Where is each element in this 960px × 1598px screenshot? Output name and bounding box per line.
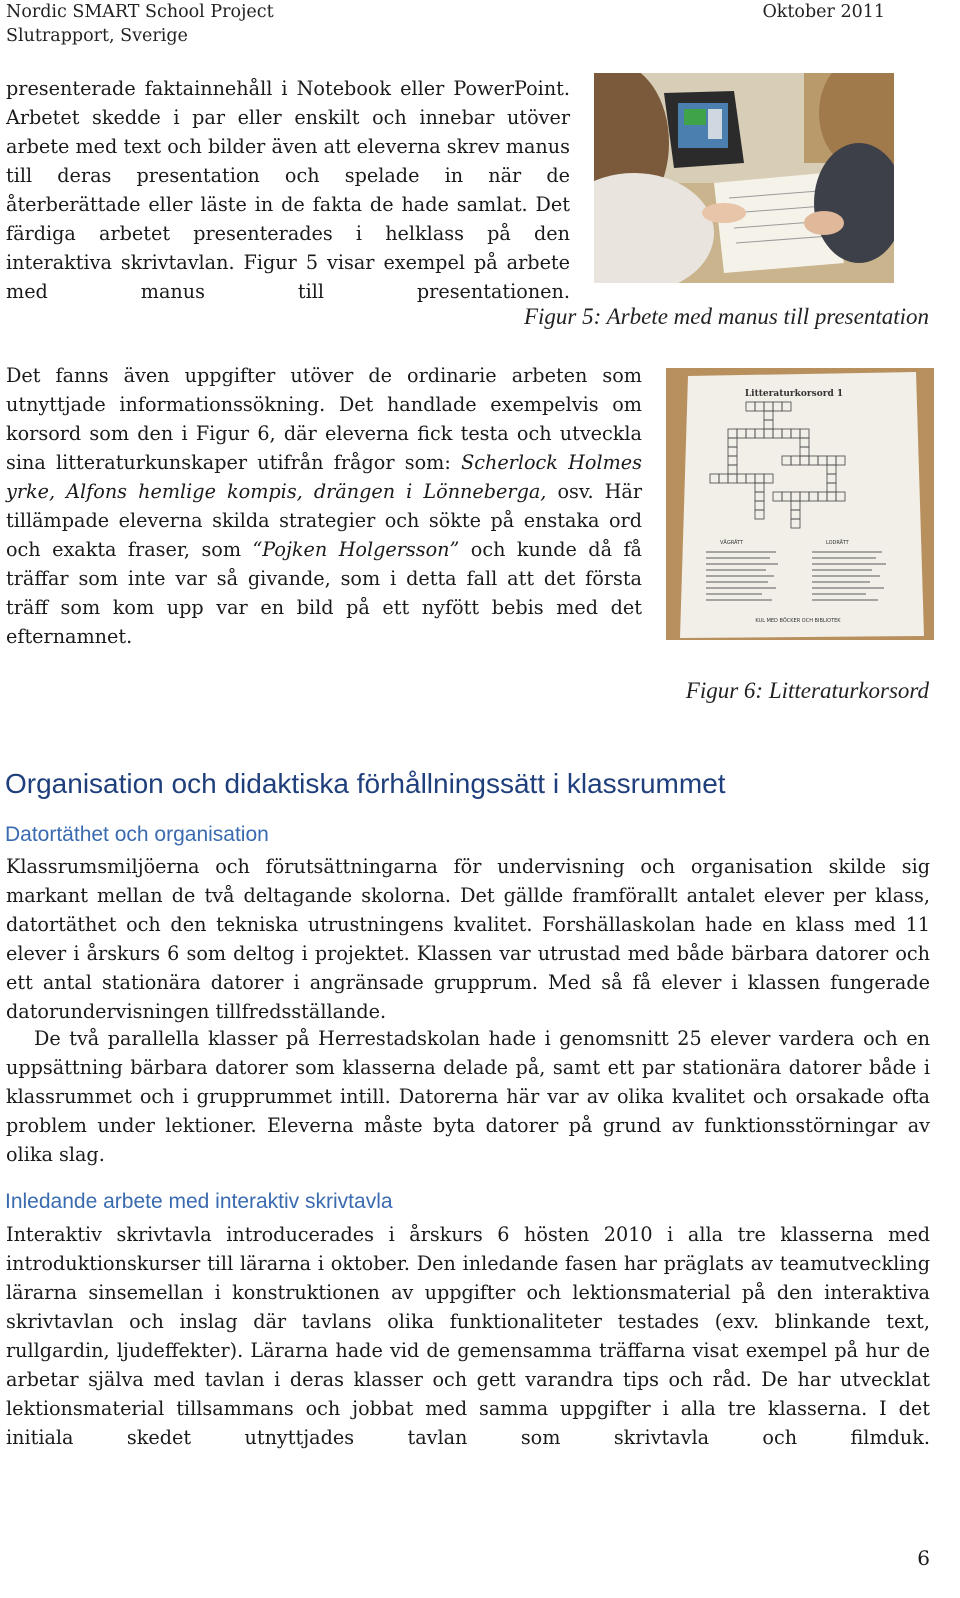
header-date: Oktober 2011	[762, 2, 885, 22]
figure-6-caption: Figur 6: Litteraturkorsord	[685, 678, 929, 703]
subsection-heading-datortathet: Datortäthet och organisation	[5, 823, 269, 846]
search-paragraph-part2: osv. Här tillämpade eleverna skilda strategier och sökte på enstaka ord och exakta fraser, som	[6, 480, 642, 561]
header-report: Slutrapport, Sverige	[6, 26, 188, 46]
intro-paragraph: presenterade faktainnehåll i Notebook eller PowerPoint. Arbetet skedde i par eller enskilt och innebar utöver arbete med text och bilder även att eleverna skrev manus till deras presentation och spelade in när de återberättade eller läste in de fakta de hade samlat. Det färdiga arbetet presenterades i helklass på den interaktiva skrivtavlan. Figur 5 visar exempel på arbete med manus till presentationen.	[6, 77, 570, 303]
crossword-question-examples: Scherlock Holmes yrke, Alfons hemlige kompis, drängen i Lönneberga,	[6, 451, 642, 503]
page-number: 6	[917, 1546, 930, 1570]
search-paragraph-part3: och kunde då få träffar som inte var så givande, som i detta fall att det första träff som kom upp var en bild på ett nyfött bebis med det efternamnet.	[6, 538, 642, 648]
figure-5-photo	[594, 73, 894, 283]
figure-5-caption: Figur 5: Arbete med manus till presentation	[523, 304, 929, 329]
subsection-heading-skrivtavla: Inledande arbete med interaktiv skrivtavla	[5, 1190, 393, 1213]
information-search-paragraph	[6, 361, 642, 651]
skrivtavla-paragraph: Interaktiv skrivtavla introducerades i årskurs 6 hösten 2010 i alla tre klasserna med introduktionskurser till lärarna i oktober. Den inledande fasen har präglats av teamutveckling lärarna sinsemellan i konstruktionen av uppgifter och lektionsmaterial på den interaktiva skrivtavlan och inslag där tavlans olika funktionaliteter testades (exv. blinkande text, rullgardin, ljudeffekter). Lärarna hade vid de gemensamma träffarna visat exempel på hur de arbetar själva med tavlan i deras klasser och gett varandra tips och råd. De har utvecklat lektionsmaterial tillsammans och jobbat med samma uppgifter i alla tre klasserna. I det initiala skedet utnyttjades tavlan som skrivtavla och filmduk.	[6, 1223, 930, 1449]
sheet-left-heading: VÅGRÄTT	[720, 540, 744, 546]
crossword-sheet-image	[666, 368, 934, 640]
datortathet-paragraph-1: Klassrumsmiljöerna och förutsättningarna för undervisning och organisation skilde sig markant mellan de två deltagande skolorna. Det gällde framförallt antalet elever per klass, datortäthet och den tekniska utrustningens kvalitet. Forshällaskolan hade en klass med 11 elever i årskurs 6 som deltog i projektet. Klassen var utrustad med både bärbara datorer och ett antal stationära datorer i angränsade grupprum. Med så få elever i klassen fungerade datorundervisningen tillfredsställande.	[6, 855, 930, 1023]
header-project: Nordic SMART School Project	[6, 2, 274, 22]
sheet-title: Litteraturkorsord 1	[744, 389, 844, 399]
search-phrase-quote: “Pojken Holgersson”	[252, 538, 460, 561]
search-paragraph-part1: Det fanns även uppgifter utöver de ordinarie arbeten som utnyttjade informationssökning. Det handlade exempelvis om korsord som den i Figur 6, där eleverna fick testa och utveckla sina litteraturkunskaper utifrån frågor som:	[6, 364, 642, 474]
datortathet-paragraph-2: De två parallella klasser på Herrestadskolan hade i genomsnitt 25 elever vardera och en uppsättning bärbara datorer som klasserna delade på, samt ett par stationära datorer både i klassrummet och i grupprummet intill. Datorerna här var av olika kvalitet och orsakade ofta problem under lektioner. Eleverna måste byta datorer på grund av funktionsstörningar av olika slag.	[6, 1027, 930, 1166]
sheet-footer: KUL MED BÖCKER OCH BIBLIOTEK	[755, 618, 841, 624]
sheet-right-heading: LODRÄTT	[826, 540, 849, 546]
classroom-photo-image	[594, 73, 894, 283]
section-heading: Organisation och didaktiska förhållningssätt i klassrummet	[5, 768, 726, 799]
figure-6-photo	[666, 368, 934, 640]
